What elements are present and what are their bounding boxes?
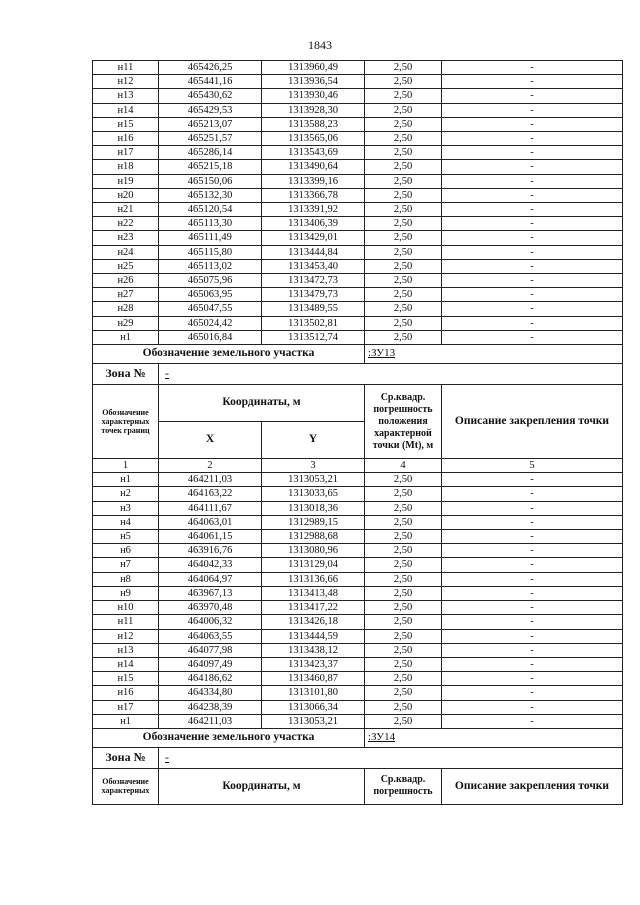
fixing-description: - (442, 714, 623, 728)
zone-label: Зона № (93, 364, 159, 385)
coord-y: 1313080,96 (262, 544, 365, 558)
fixing-description: - (442, 274, 623, 288)
error-value: 2,50 (365, 572, 442, 586)
error-value: 2,50 (365, 259, 442, 273)
coord-x: 464163,22 (159, 487, 262, 501)
table-row (93, 657, 623, 671)
header-description-2: Описание закрепления точки (442, 768, 623, 804)
error-value: 2,50 (365, 643, 442, 657)
error-value: 2,50 (365, 473, 442, 487)
coord-x: 465150,06 (159, 174, 262, 188)
fixing-description: - (442, 572, 623, 586)
coord-x: 465120,54 (159, 203, 262, 217)
error-value: 2,50 (365, 316, 442, 330)
section2 (93, 345, 623, 473)
coord-y: 1313018,36 (262, 501, 365, 515)
error-value: 2,50 (365, 274, 442, 288)
error-value: 2,50 (365, 61, 442, 75)
header-description: Описание закрепления точки (442, 385, 623, 459)
table-row (93, 572, 623, 586)
point-id: н18 (93, 160, 159, 174)
fixing-description: - (442, 174, 623, 188)
point-id: н23 (93, 231, 159, 245)
table-row (93, 700, 623, 714)
zone-label-2: Зона № (93, 747, 159, 768)
point-id: н8 (93, 572, 159, 586)
table-row (93, 629, 623, 643)
header-error-2: Ср.квадр. погрешность (365, 768, 442, 804)
table-row (93, 288, 623, 302)
coord-y: 1313053,21 (262, 714, 365, 728)
section3 (93, 728, 623, 804)
coord-y: 1313429,01 (262, 231, 365, 245)
coord-x: 464334,80 (159, 686, 262, 700)
header-point-designation-2: Обозначение характерных (93, 768, 159, 804)
point-id: н16 (93, 132, 159, 146)
error-value: 2,50 (365, 245, 442, 259)
error-value: 2,50 (365, 629, 442, 643)
table-row (93, 558, 623, 572)
point-id: н1 (93, 473, 159, 487)
point-id: н6 (93, 544, 159, 558)
fixing-description: - (442, 530, 623, 544)
error-value: 2,50 (365, 601, 442, 615)
coord-y: 1313588,23 (262, 117, 365, 131)
table-row (93, 188, 623, 202)
table-row (93, 117, 623, 131)
coord-x: 465016,84 (159, 330, 262, 344)
table-row (93, 487, 623, 501)
table-row (93, 231, 623, 245)
page-number: 1843 (308, 38, 332, 52)
coord-y: 1313417,22 (262, 601, 365, 615)
fixing-description: - (442, 544, 623, 558)
coord-y: 1313423,37 (262, 657, 365, 671)
column-number-1: 1 (93, 459, 159, 473)
coord-x: 465115,80 (159, 245, 262, 259)
fixing-description: - (442, 217, 623, 231)
table-row (93, 330, 623, 344)
fixing-description: - (442, 515, 623, 529)
coord-x: 465286,14 (159, 146, 262, 160)
coordinates-table (92, 60, 623, 805)
coord-x: 463970,48 (159, 601, 262, 615)
coord-y: 1313489,55 (262, 302, 365, 316)
coord-y: 1313129,04 (262, 558, 365, 572)
error-value: 2,50 (365, 700, 442, 714)
fixing-description: - (442, 61, 623, 75)
error-value: 2,50 (365, 146, 442, 160)
fixing-description: - (442, 501, 623, 515)
coord-y: 1313136,66 (262, 572, 365, 586)
coord-x: 464061,15 (159, 530, 262, 544)
coord-y: 1313391,92 (262, 203, 365, 217)
point-id: н12 (93, 75, 159, 89)
column-number-3: 3 (262, 459, 365, 473)
point-id: н11 (93, 61, 159, 75)
fixing-description: - (442, 586, 623, 600)
error-value: 2,50 (365, 302, 442, 316)
table-row (93, 530, 623, 544)
coord-y: 1313033,65 (262, 487, 365, 501)
fixing-description: - (442, 89, 623, 103)
coord-y: 1313444,84 (262, 245, 365, 259)
coord-y: 1313438,12 (262, 643, 365, 657)
point-id: н14 (93, 657, 159, 671)
error-value: 2,50 (365, 288, 442, 302)
point-id: н3 (93, 501, 159, 515)
coord-y: 1313479,73 (262, 288, 365, 302)
table-row (93, 160, 623, 174)
coord-x: 465430,62 (159, 89, 262, 103)
fixing-description: - (442, 203, 623, 217)
coord-y: 1313101,80 (262, 686, 365, 700)
coord-x: 465047,55 (159, 302, 262, 316)
header-coordinates-2: Координаты, м (159, 768, 365, 804)
coord-x: 465113,30 (159, 217, 262, 231)
table-row (93, 75, 623, 89)
table-row (93, 501, 623, 515)
point-id: н10 (93, 601, 159, 615)
error-value: 2,50 (365, 544, 442, 558)
coord-x: 465215,18 (159, 160, 262, 174)
error-value: 2,50 (365, 686, 442, 700)
fixing-description: - (442, 330, 623, 344)
error-value: 2,50 (365, 217, 442, 231)
point-id: н24 (93, 245, 159, 259)
point-id: н15 (93, 672, 159, 686)
point-id: н1 (93, 330, 159, 344)
table-row (93, 274, 623, 288)
error-value: 2,50 (365, 330, 442, 344)
coord-y: 1313399,16 (262, 174, 365, 188)
coord-x: 464111,67 (159, 501, 262, 515)
coord-x: 465132,30 (159, 188, 262, 202)
point-id: н20 (93, 188, 159, 202)
error-value: 2,50 (365, 501, 442, 515)
coord-x: 464063,01 (159, 515, 262, 529)
point-id: н13 (93, 643, 159, 657)
coord-y: 1313930,46 (262, 89, 365, 103)
coord-x: 465441,16 (159, 75, 262, 89)
error-value: 2,50 (365, 160, 442, 174)
error-value: 2,50 (365, 657, 442, 671)
coord-y: 1313960,49 (262, 61, 365, 75)
table-row (93, 672, 623, 686)
point-id: н17 (93, 146, 159, 160)
point-id: н16 (93, 686, 159, 700)
coord-y: 1313460,87 (262, 672, 365, 686)
fixing-description: - (442, 686, 623, 700)
point-id: н27 (93, 288, 159, 302)
point-id: н5 (93, 530, 159, 544)
coord-x: 464077,98 (159, 643, 262, 657)
zone-value-2: - (159, 747, 623, 768)
table2-body (93, 473, 623, 729)
fixing-description: - (442, 117, 623, 131)
coord-y: 1313413,48 (262, 586, 365, 600)
coord-y: 1313543,69 (262, 146, 365, 160)
fixing-description: - (442, 558, 623, 572)
error-value: 2,50 (365, 174, 442, 188)
fixing-description: - (442, 700, 623, 714)
point-id: н21 (93, 203, 159, 217)
coord-y: 1313472,73 (262, 274, 365, 288)
zone-value: - (159, 364, 623, 385)
point-id: н22 (93, 217, 159, 231)
fixing-description: - (442, 75, 623, 89)
fixing-description: - (442, 473, 623, 487)
coord-x: 465063,95 (159, 288, 262, 302)
table-row (93, 515, 623, 529)
error-value: 2,50 (365, 75, 442, 89)
coord-x: 463967,13 (159, 586, 262, 600)
coord-x: 465024,42 (159, 316, 262, 330)
point-id: н26 (93, 274, 159, 288)
error-value: 2,50 (365, 558, 442, 572)
error-value: 2,50 (365, 515, 442, 529)
table-row (93, 103, 623, 117)
fixing-description: - (442, 245, 623, 259)
coord-x: 465213,07 (159, 117, 262, 131)
coord-x: 464211,03 (159, 473, 262, 487)
coord-x: 463916,76 (159, 544, 262, 558)
point-id: н28 (93, 302, 159, 316)
coord-x: 464064,97 (159, 572, 262, 586)
coord-x: 464186,62 (159, 672, 262, 686)
coord-y: 1313565,06 (262, 132, 365, 146)
table-row (93, 203, 623, 217)
error-value: 2,50 (365, 103, 442, 117)
table-row (93, 302, 623, 316)
error-value: 2,50 (365, 117, 442, 131)
table1-body (93, 61, 623, 345)
fixing-description: - (442, 601, 623, 615)
fixing-description: - (442, 231, 623, 245)
table-row (93, 89, 623, 103)
fixing-description: - (442, 629, 623, 643)
plot-designation-value-2: :ЗУ14 (365, 728, 623, 747)
fixing-description: - (442, 672, 623, 686)
coordinates-sheet (92, 60, 622, 805)
error-value: 2,50 (365, 188, 442, 202)
fixing-description: - (442, 160, 623, 174)
coord-y: 1313366,78 (262, 188, 365, 202)
error-value: 2,50 (365, 615, 442, 629)
table-row (93, 146, 623, 160)
table-row (93, 615, 623, 629)
point-id: н17 (93, 700, 159, 714)
plot-designation-label-2: Обозначение земельного участка (93, 728, 365, 747)
table-row (93, 217, 623, 231)
column-number-2: 2 (159, 459, 262, 473)
table-row (93, 132, 623, 146)
coord-y: 1313053,21 (262, 473, 365, 487)
error-value: 2,50 (365, 714, 442, 728)
coord-x: 465113,02 (159, 259, 262, 273)
error-value: 2,50 (365, 203, 442, 217)
fixing-description: - (442, 259, 623, 273)
fixing-description: - (442, 188, 623, 202)
table-row (93, 714, 623, 728)
point-id: н19 (93, 174, 159, 188)
fixing-description: - (442, 288, 623, 302)
fixing-description: - (442, 146, 623, 160)
coord-y: 1313490,64 (262, 160, 365, 174)
header-point-designation: Обозначение характерных точек границ (93, 385, 159, 459)
fixing-description: - (442, 103, 623, 117)
header-coordinates: Координаты, м (159, 385, 365, 422)
point-id: н4 (93, 515, 159, 529)
error-value: 2,50 (365, 672, 442, 686)
coord-y: 1312988,68 (262, 530, 365, 544)
point-id: н13 (93, 89, 159, 103)
coord-y: 1313453,40 (262, 259, 365, 273)
fixing-description: - (442, 643, 623, 657)
coord-y: 1313936,54 (262, 75, 365, 89)
table-row (93, 473, 623, 487)
coord-y: 1313512,74 (262, 330, 365, 344)
table-row (93, 174, 623, 188)
column-number-5: 5 (442, 459, 623, 473)
error-value: 2,50 (365, 487, 442, 501)
coord-x: 465429,53 (159, 103, 262, 117)
point-id: н9 (93, 586, 159, 600)
fixing-description: - (442, 316, 623, 330)
table-row (93, 316, 623, 330)
error-value: 2,50 (365, 530, 442, 544)
table-row (93, 259, 623, 273)
coord-y: 1313426,18 (262, 615, 365, 629)
table-row (93, 643, 623, 657)
coord-y: 1313066,34 (262, 700, 365, 714)
header-x: X (159, 422, 262, 459)
coord-x: 464063,55 (159, 629, 262, 643)
coord-y: 1313444,59 (262, 629, 365, 643)
error-value: 2,50 (365, 132, 442, 146)
table-row (93, 586, 623, 600)
plot-designation-value: :ЗУ13 (365, 345, 623, 364)
point-id: н25 (93, 259, 159, 273)
table-row (93, 601, 623, 615)
coord-y: 1313928,30 (262, 103, 365, 117)
point-id: н11 (93, 615, 159, 629)
fixing-description: - (442, 302, 623, 316)
table-row (93, 245, 623, 259)
column-number-4: 4 (365, 459, 442, 473)
coord-x: 465111,49 (159, 231, 262, 245)
fixing-description: - (442, 657, 623, 671)
point-id: н2 (93, 487, 159, 501)
error-value: 2,50 (365, 231, 442, 245)
coord-y: 1313502,81 (262, 316, 365, 330)
coord-x: 464006,32 (159, 615, 262, 629)
coord-x: 464238,39 (159, 700, 262, 714)
table-row (93, 686, 623, 700)
coord-x: 464211,03 (159, 714, 262, 728)
coord-y: 1312989,15 (262, 515, 365, 529)
plot-designation-label: Обозначение земельного участка (93, 345, 365, 364)
coord-x: 465075,96 (159, 274, 262, 288)
error-value: 2,50 (365, 89, 442, 103)
coord-x: 465426,25 (159, 61, 262, 75)
coord-x: 464042,33 (159, 558, 262, 572)
header-y: Y (262, 422, 365, 459)
fixing-description: - (442, 132, 623, 146)
point-id: н14 (93, 103, 159, 117)
coord-y: 1313406,39 (262, 217, 365, 231)
point-id: н1 (93, 714, 159, 728)
table-row (93, 61, 623, 75)
table-row (93, 544, 623, 558)
error-value: 2,50 (365, 586, 442, 600)
point-id: н7 (93, 558, 159, 572)
point-id: н12 (93, 629, 159, 643)
point-id: н15 (93, 117, 159, 131)
header-error: Ср.квадр. погрешность положения характерной точки (Mt), м (365, 385, 442, 459)
coord-x: 464097,49 (159, 657, 262, 671)
fixing-description: - (442, 487, 623, 501)
fixing-description: - (442, 615, 623, 629)
coord-x: 465251,57 (159, 132, 262, 146)
point-id: н29 (93, 316, 159, 330)
